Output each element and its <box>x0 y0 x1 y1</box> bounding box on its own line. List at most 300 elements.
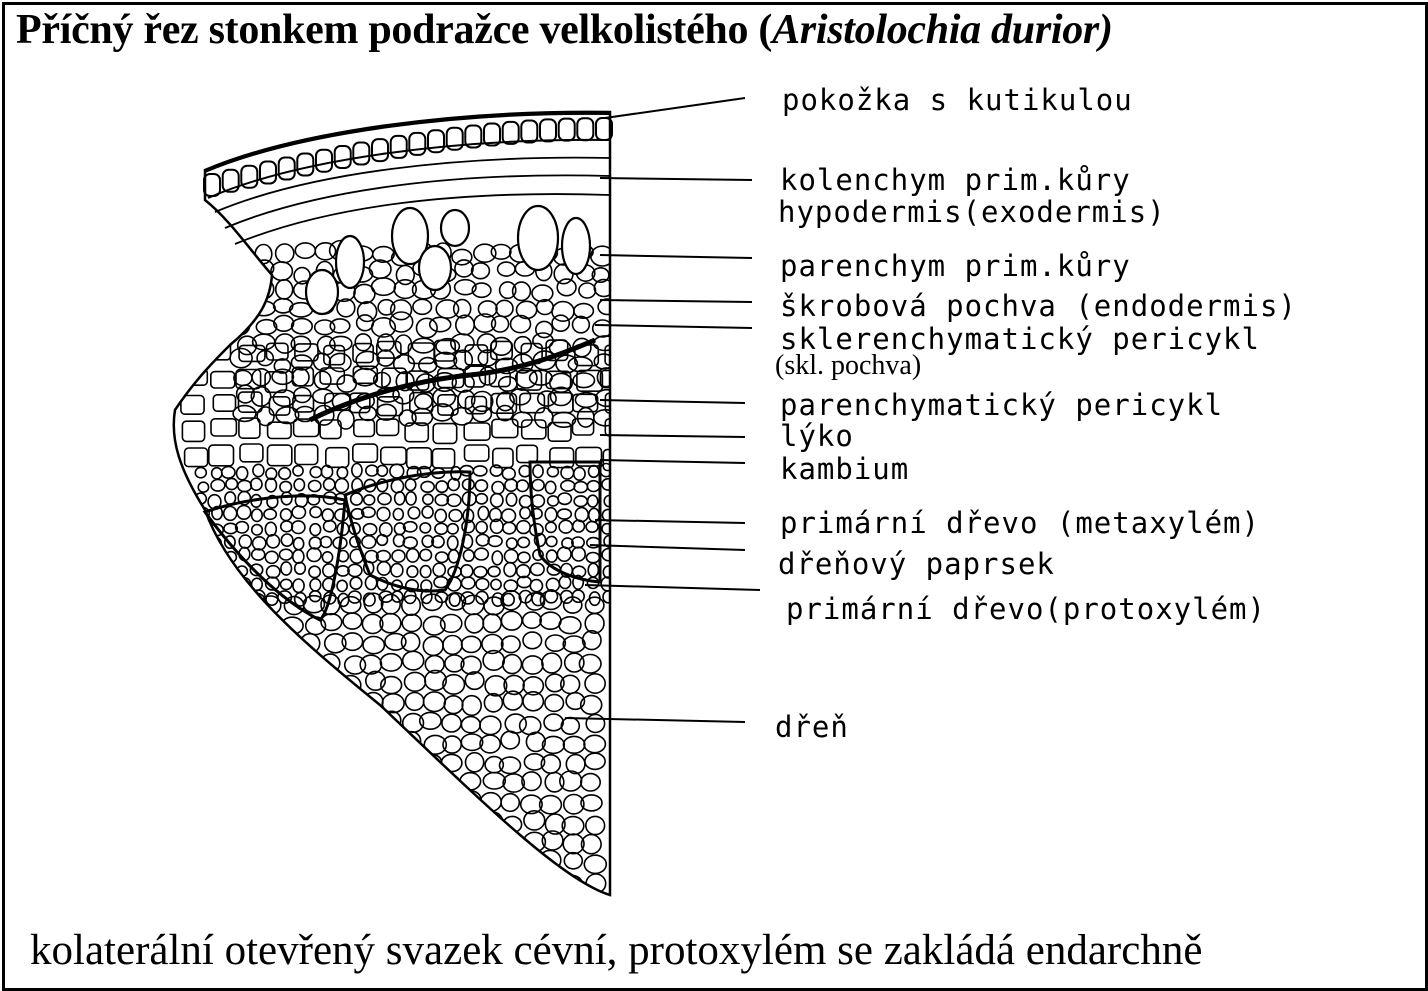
cell <box>476 578 489 590</box>
cell <box>295 445 318 465</box>
label-parenchym-kury: parenchym prim.kůry <box>780 249 1131 283</box>
cell <box>238 593 248 604</box>
cell <box>294 538 304 550</box>
cell <box>545 508 557 522</box>
cell <box>302 674 323 692</box>
cell <box>281 562 292 575</box>
cell <box>491 494 503 507</box>
cell <box>436 552 448 562</box>
cell <box>344 771 366 790</box>
cell <box>561 718 579 735</box>
cell <box>209 342 230 360</box>
cell <box>403 651 424 670</box>
cell <box>210 549 223 563</box>
cell <box>558 509 572 519</box>
cell <box>300 773 320 790</box>
cell <box>517 480 529 491</box>
cell <box>586 553 599 563</box>
cell <box>586 816 605 834</box>
cell <box>483 773 505 789</box>
cell <box>557 279 576 296</box>
cell <box>548 423 571 442</box>
cell <box>223 733 242 751</box>
cell <box>503 522 516 534</box>
cell <box>439 793 461 810</box>
cell <box>400 835 420 852</box>
cell <box>380 855 401 871</box>
cell <box>352 464 362 478</box>
label-sklerenchymaticky: sklerenchymatický pericykl <box>780 322 1260 356</box>
cell <box>435 523 448 534</box>
cell <box>185 448 208 467</box>
cell <box>230 349 252 368</box>
title-species: Aristolochia durior) <box>772 7 1113 53</box>
cell <box>224 612 242 629</box>
cell <box>407 549 419 562</box>
cell <box>279 468 291 480</box>
cell <box>283 775 303 792</box>
cell <box>491 579 501 589</box>
cell <box>465 672 484 689</box>
cell <box>271 262 292 280</box>
cell <box>225 816 245 835</box>
epidermis-cell <box>297 154 313 176</box>
cell <box>540 612 561 629</box>
cell <box>337 467 347 478</box>
cell <box>522 656 543 674</box>
cell <box>443 851 462 869</box>
cell <box>517 445 538 462</box>
cell <box>362 772 383 790</box>
cell <box>404 775 425 793</box>
cell <box>284 733 306 751</box>
cell <box>263 653 285 670</box>
cell <box>244 872 265 890</box>
epidermis-cell <box>409 133 425 155</box>
cell <box>381 756 400 775</box>
cell <box>355 334 371 351</box>
cell <box>503 816 522 832</box>
cell <box>362 536 376 549</box>
cell <box>482 834 501 851</box>
cell <box>602 479 615 490</box>
cell <box>579 655 601 674</box>
cell <box>588 563 598 577</box>
label-hypodermis: hypodermis(exodermis) <box>778 195 1166 229</box>
figure-caption: kolaterální otevřený svazek cévní, protoxylém se zakládá endarchně <box>30 927 1203 974</box>
cell <box>222 467 235 479</box>
cell <box>462 577 475 589</box>
cell <box>221 692 240 712</box>
cell <box>546 635 566 651</box>
cell <box>420 566 431 578</box>
cell <box>223 676 244 693</box>
cell <box>276 244 294 263</box>
cell <box>301 655 320 672</box>
cell <box>261 793 281 813</box>
cell <box>473 466 487 476</box>
cell <box>584 855 606 873</box>
cell <box>263 776 284 794</box>
cell <box>573 520 585 532</box>
cell <box>391 564 403 577</box>
cell <box>449 510 462 522</box>
label-metaxylem: primární dřevo (metaxylém) <box>780 506 1260 540</box>
cell <box>376 404 396 420</box>
cell <box>424 857 444 873</box>
cell <box>363 735 384 752</box>
cell <box>492 316 509 332</box>
cell <box>532 480 544 491</box>
cell <box>425 876 446 896</box>
cell <box>305 832 326 851</box>
cell <box>265 551 278 563</box>
cell <box>280 481 292 492</box>
cell <box>460 773 481 790</box>
cell <box>262 733 283 752</box>
cell <box>343 713 364 731</box>
cell <box>364 835 384 854</box>
cell <box>426 773 444 790</box>
cell <box>224 796 243 813</box>
cell <box>372 278 396 295</box>
cell <box>195 521 208 532</box>
epidermis-cell <box>521 121 537 143</box>
cell <box>337 580 347 591</box>
cell <box>395 492 405 505</box>
epidermis-cell <box>559 119 575 141</box>
cell <box>309 537 321 549</box>
cell <box>465 345 487 365</box>
cell <box>238 480 252 491</box>
cell <box>586 715 604 733</box>
cell <box>402 595 421 615</box>
cell <box>237 505 251 519</box>
cell <box>544 714 563 731</box>
cell <box>366 813 385 831</box>
cell <box>243 673 262 692</box>
cell <box>183 341 204 361</box>
cell <box>501 794 519 812</box>
label-drenovy-paprsek: dřeňový paprsek <box>778 547 1055 581</box>
cell <box>310 524 321 536</box>
cell <box>295 243 315 258</box>
cell <box>320 831 340 851</box>
cell <box>211 419 236 436</box>
cell <box>436 481 448 492</box>
cell <box>476 522 487 534</box>
cell <box>472 263 490 279</box>
cell <box>441 816 461 832</box>
cell <box>520 871 541 889</box>
cell <box>602 509 613 520</box>
cell <box>462 636 481 652</box>
cell <box>518 537 530 547</box>
cell <box>380 795 401 814</box>
cell <box>484 694 502 712</box>
cell <box>282 654 303 671</box>
cell <box>393 509 403 521</box>
cell <box>462 696 481 716</box>
cell <box>365 714 386 731</box>
cell <box>465 445 489 461</box>
cell <box>601 577 614 591</box>
cell <box>264 509 276 519</box>
cell <box>335 509 348 521</box>
cell <box>380 654 401 671</box>
cell <box>280 549 293 560</box>
cell <box>574 467 585 480</box>
cell <box>221 566 235 578</box>
cell <box>460 791 481 810</box>
cell <box>252 549 265 560</box>
cell <box>504 580 517 591</box>
cell <box>552 302 574 322</box>
cell <box>506 493 516 506</box>
cell <box>242 837 261 854</box>
cell <box>309 566 320 577</box>
cell <box>274 315 294 331</box>
cell <box>351 493 363 505</box>
cell <box>313 389 334 403</box>
cell <box>490 465 502 476</box>
epidermis-cell <box>316 150 332 172</box>
cell <box>505 714 526 733</box>
cell <box>242 693 262 709</box>
cell <box>263 752 283 770</box>
cell <box>267 566 280 578</box>
cell <box>441 754 462 771</box>
cell <box>281 509 292 521</box>
cell <box>379 815 401 835</box>
cell <box>294 479 304 491</box>
cell <box>266 478 277 492</box>
cell <box>564 853 582 869</box>
cell <box>423 494 433 504</box>
cell <box>363 637 384 654</box>
cell <box>281 492 292 505</box>
cell <box>441 836 461 856</box>
cell <box>401 855 421 874</box>
cell <box>498 262 515 276</box>
cell <box>420 549 432 560</box>
cell <box>266 714 286 731</box>
cell <box>551 387 572 405</box>
cell <box>392 550 405 562</box>
cell <box>474 244 496 262</box>
cell <box>363 524 376 535</box>
cell <box>492 419 518 437</box>
cell <box>326 448 349 468</box>
cell <box>442 714 461 732</box>
cell <box>463 855 484 875</box>
cell <box>281 521 293 532</box>
cell <box>478 506 488 520</box>
cell <box>264 855 284 872</box>
cell <box>588 495 598 507</box>
cell <box>421 481 434 492</box>
cell <box>330 336 352 350</box>
cell <box>492 551 502 565</box>
cell <box>348 564 362 576</box>
cell <box>382 836 403 856</box>
cell <box>252 578 263 590</box>
cell <box>391 480 403 493</box>
cell <box>233 406 256 422</box>
cell <box>307 548 321 561</box>
cell <box>345 852 365 869</box>
cell <box>487 855 505 872</box>
cell <box>530 580 542 592</box>
cell <box>488 536 502 547</box>
cell <box>310 579 321 591</box>
cell <box>568 357 592 372</box>
cell <box>325 695 343 714</box>
cell <box>585 674 605 693</box>
cell <box>241 734 262 751</box>
cell <box>266 877 285 894</box>
label-protoxylem: primární dřevo(protoxylém) <box>786 592 1266 626</box>
cell <box>350 577 362 589</box>
cell <box>579 283 596 298</box>
label-skl-pochva: (skl. pochva) <box>775 350 922 381</box>
cell <box>276 280 293 299</box>
cell <box>423 637 443 656</box>
cell <box>268 422 292 438</box>
cell <box>522 420 546 439</box>
epidermis-cell <box>391 136 407 158</box>
cell <box>413 299 432 314</box>
cell <box>303 874 324 890</box>
cell <box>502 509 516 522</box>
cell <box>561 875 583 892</box>
cell <box>543 736 565 753</box>
cell <box>323 564 335 577</box>
cell <box>461 717 480 733</box>
cell <box>476 591 488 604</box>
cell <box>520 496 532 508</box>
cell <box>578 408 594 427</box>
cell <box>598 299 616 314</box>
label-lyko: lýko <box>780 419 854 453</box>
cell <box>488 566 500 576</box>
cell <box>365 795 383 813</box>
cell <box>346 731 366 750</box>
cell <box>244 817 262 834</box>
cell <box>330 319 350 333</box>
cell <box>300 791 320 810</box>
cell <box>378 300 395 315</box>
cell <box>563 636 585 652</box>
cell <box>401 755 420 773</box>
cell <box>407 448 432 469</box>
cell <box>408 507 420 519</box>
cell <box>285 813 306 830</box>
cell <box>533 465 543 478</box>
cell <box>323 715 342 733</box>
cell <box>223 875 243 894</box>
cell <box>531 563 545 575</box>
cell <box>406 872 424 891</box>
cell <box>198 592 210 606</box>
cell <box>321 733 341 749</box>
cell <box>405 479 415 491</box>
cell <box>449 593 460 606</box>
cell <box>303 815 323 832</box>
cell <box>244 774 264 794</box>
cell <box>322 552 332 563</box>
cell <box>259 613 281 632</box>
cell <box>491 245 511 260</box>
cell <box>601 371 626 388</box>
cell <box>284 715 303 735</box>
cell <box>545 695 564 712</box>
cell <box>546 536 557 546</box>
cell <box>341 755 363 774</box>
cell <box>286 673 305 690</box>
cell <box>292 319 313 334</box>
cell <box>335 479 348 493</box>
cell <box>511 316 531 333</box>
cell <box>261 696 282 712</box>
cell <box>253 464 264 476</box>
cell <box>358 302 377 322</box>
cell <box>572 547 585 561</box>
cell <box>381 774 401 791</box>
cell <box>574 496 587 507</box>
cell <box>231 315 250 335</box>
cell <box>292 521 305 534</box>
cell <box>452 249 472 264</box>
cell <box>407 566 418 577</box>
cell <box>586 521 598 532</box>
cell <box>251 478 262 490</box>
cell <box>382 694 404 713</box>
cell <box>581 774 600 791</box>
cell <box>221 756 242 775</box>
cell <box>378 493 391 504</box>
cell <box>573 316 590 332</box>
cell <box>281 579 292 589</box>
cell <box>501 731 519 749</box>
cell <box>505 550 518 563</box>
cell <box>343 613 362 629</box>
cell <box>281 853 300 870</box>
cell <box>433 563 445 576</box>
cell <box>221 594 243 612</box>
cell <box>602 549 615 561</box>
cell <box>293 466 303 476</box>
cell <box>340 815 360 832</box>
cell <box>377 562 390 575</box>
epidermis-cell <box>260 162 276 184</box>
cell <box>443 636 462 655</box>
cell <box>363 851 383 869</box>
cell <box>209 445 234 466</box>
cell <box>310 507 321 518</box>
cell <box>463 876 484 894</box>
cell <box>476 494 488 504</box>
cell <box>322 509 333 521</box>
cell <box>208 577 222 590</box>
cell <box>406 492 416 505</box>
cell <box>502 636 521 653</box>
cell <box>236 266 258 284</box>
cell <box>546 522 557 532</box>
leader-lines <box>565 98 760 722</box>
cell <box>480 716 501 734</box>
cell <box>283 636 302 654</box>
